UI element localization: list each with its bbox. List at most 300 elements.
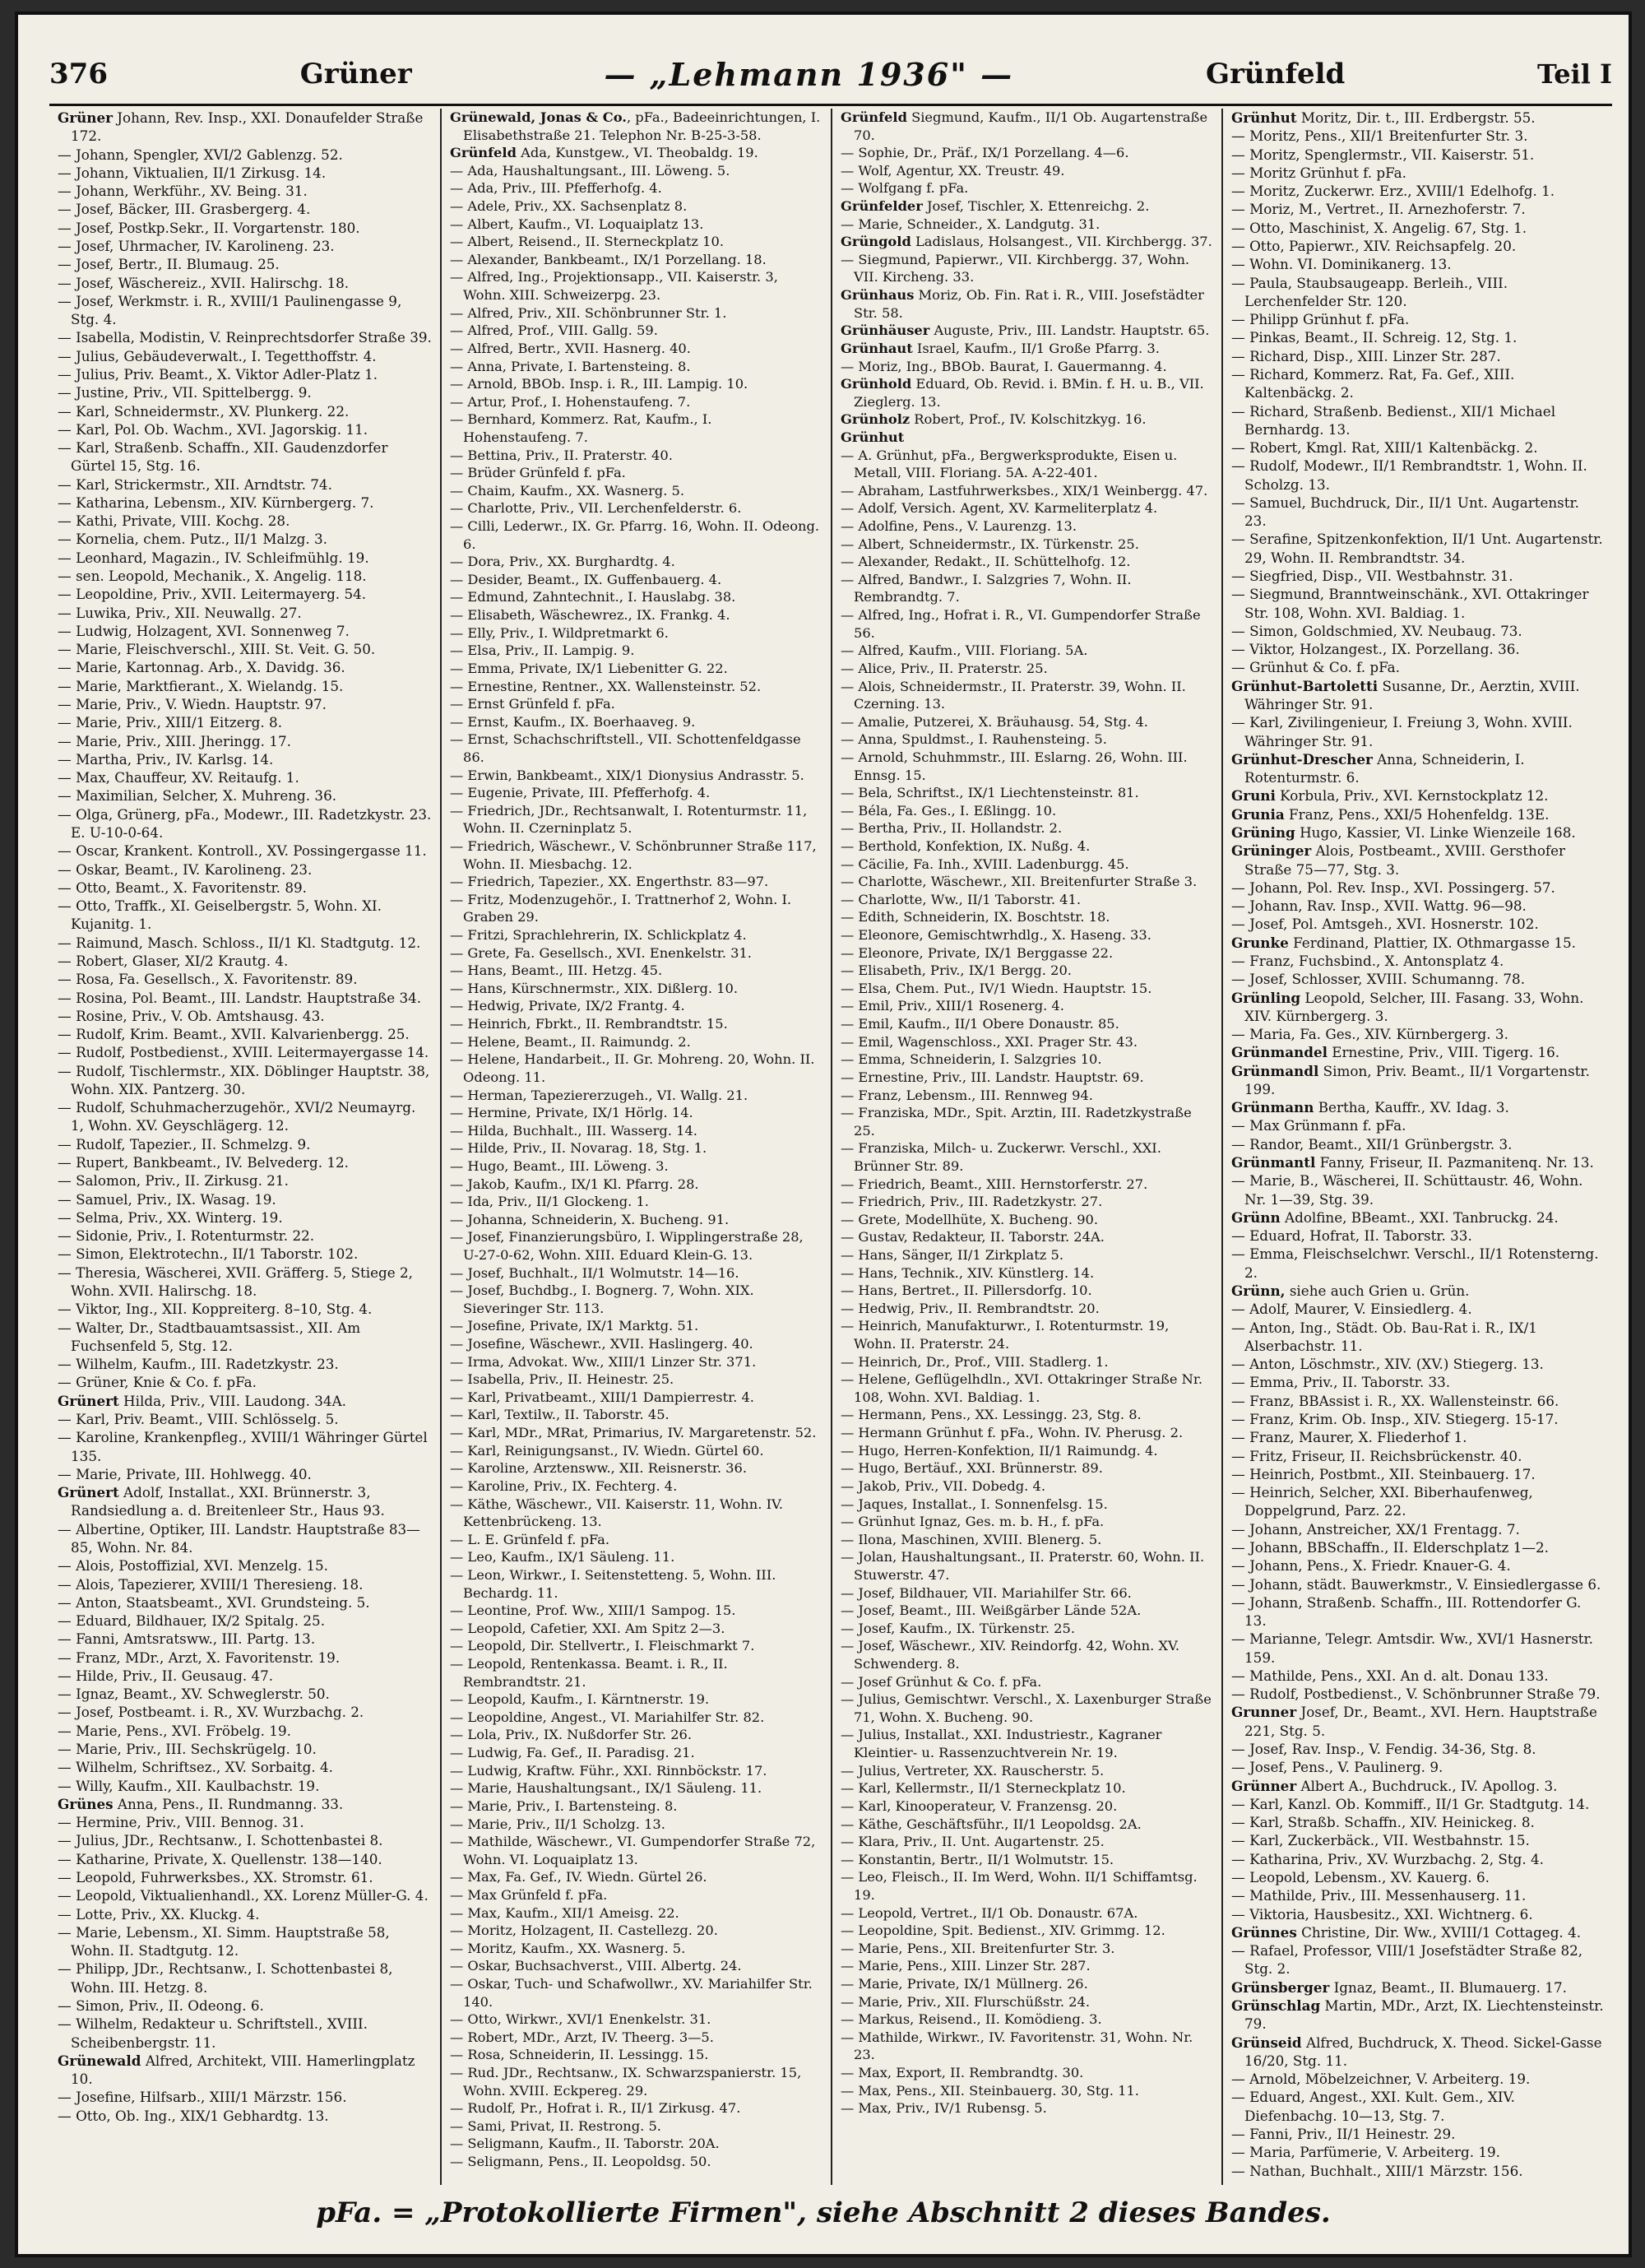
entry-text: — Leopoldine, Priv., XVII. Leitermayerg. 54. (58, 586, 367, 603)
directory-entry (841, 1833, 1213, 1851)
directory-entry (1231, 347, 1604, 365)
directory-entry (450, 713, 822, 731)
directory-entry (450, 322, 822, 340)
entry-text: — Alfred, Ing., Projektionsapp., VII. Kaiserstr. 3, Wohn. XIII. Schweizerpg. 23. (450, 269, 778, 304)
directory-entry (1231, 146, 1604, 164)
entry-text: — Lotte, Priv., XX. Kluckg. 4. (58, 1905, 260, 1922)
directory-entry (450, 375, 822, 393)
entry-text: — Hermine, Private, IX/1 Hörlg. 14. (450, 1105, 693, 1121)
directory-entry (1231, 109, 1604, 127)
directory-entry (450, 730, 822, 766)
directory-entry (450, 1655, 822, 1691)
directory-entry (58, 860, 432, 879)
entry-text: — Leontine, Prof. Ww., XIII/1 Sampog. 15. (450, 1602, 736, 1619)
directory-entry (58, 1483, 432, 1520)
entry-text: Ladislaus, Holsangest., VII. Kirchbergg. 37. (911, 234, 1212, 250)
entry-text: — Grünhut & Co. f. pFa. (1231, 659, 1400, 676)
directory-entry (841, 1602, 1213, 1620)
entry-text: — Rafael, Professor, VIII/1 Josefstädter Straße 82, Stg. 2. (1231, 1942, 1583, 1978)
entry-text: — Cäcilie, Fa. Inh., XVIII. Ladenburgg. 45. (841, 856, 1129, 872)
directory-entry (58, 1098, 432, 1135)
entry-text: — Arnold, BBOb. Insp. i. R., III. Lampig. 10. (450, 376, 748, 392)
entry-text: — Friedrich, Tapezier., XX. Engerthstr. 83—97. (450, 874, 769, 890)
entry-text: — Julius, Gemischtwr. Verschl., X. Laxenburger Straße 71, Wohn. X. Bucheng. 90. (841, 1691, 1212, 1725)
entry-text: — Kathi, Private, VIII. Kochg. 28. (58, 513, 290, 530)
entry-text: — Marie, Priv., XII. Flurschüßstr. 24. (841, 1993, 1090, 2010)
entry-text: — Marie, Schneider., X. Landgutg. 31. (841, 216, 1101, 232)
directory-entry (1231, 1171, 1604, 1208)
entry-surname: Grünes (58, 1795, 114, 1812)
entry-text: — Karl, MDr., MRat, Primarius, IV. Margaretenstr. 52. (450, 1425, 817, 1441)
entry-text: — Katharine, Private, X. Quellenstr. 138—140. (58, 1850, 382, 1867)
entry-text: — Max Grünmann f. pFa. (1231, 1117, 1406, 1134)
directory-entry (841, 730, 1213, 749)
directory-entry (1231, 328, 1604, 346)
entry-text: — Willy, Kaufm., XII. Kaulbachstr. 19. (58, 1777, 320, 1794)
directory-entry (1231, 1997, 1604, 2034)
directory-entry (58, 1868, 432, 1886)
directory-entry (1231, 1483, 1604, 1520)
directory-entry (841, 162, 1213, 180)
entry-text: — Max, Chauffeur, XV. Reitaufg. 1. (58, 769, 299, 786)
entry-text: — Moriz, M., Vertret., II. Arnezhoferstr. 7. (1231, 201, 1526, 218)
entry-text: — Heinrich, Manufakturwr., I. Rotenturmstr. 19, Wohn. II. Praterstr. 24. (841, 1318, 1170, 1352)
directory-entry (58, 1667, 432, 1685)
entry-surname: Grünner (1231, 1777, 1297, 1794)
directory-entry (841, 375, 1213, 410)
directory-entry (58, 805, 432, 842)
entry-text: — Siegmund, Papierwr., VII. Kirchbergg. 37, Wohn. VII. Kircheng. 33. (841, 251, 1190, 285)
entry-text: — Adolfine, Pens., V. Laurenzg. 13. (841, 518, 1077, 535)
entry-text: — Johann, BBSchaffn., II. Elderschplatz 1—2. (1231, 1538, 1549, 1556)
entry-text: — Franziska, MDr., Spit. Arztin, III. Radetzkystraße 25. (841, 1105, 1192, 1139)
entry-text: — Simon, Goldschmied, XV. Neubaug. 73. (1231, 622, 1522, 639)
directory-entry (1231, 1062, 1604, 1099)
directory-entry (841, 1246, 1213, 1264)
directory-entry (841, 873, 1213, 891)
entry-text: — Alfred, Bertr., XVII. Hasnerg. 40. (450, 340, 691, 356)
directory-entry (450, 873, 822, 891)
directory-entry (58, 879, 432, 897)
entry-text: — Bernhard, Kommerz. Rat, Kaufm., I. Hohenstaufeng. 7. (450, 411, 712, 445)
directory-entry (58, 604, 432, 622)
entry-text: — Hilde, Priv., II. Novarag. 18, Stg. 1. (450, 1140, 707, 1157)
entry-surname: Grünfeld (450, 145, 517, 161)
directory-entry (58, 1556, 432, 1575)
directory-entry (1231, 1025, 1604, 1043)
entry-text: — Hedwig, Private, IX/2 Frantg. 4. (450, 998, 685, 1014)
directory-entry (841, 1584, 1213, 1602)
directory-entry (1231, 2125, 1604, 2143)
entry-text: — Emil, Priv., XIII/1 Rosenerg. 4. (841, 998, 1064, 1014)
directory-entry (450, 1531, 822, 1549)
entry-text: — Karl, Privatbeamt., XIII/1 Dampierrestr. 4. (450, 1389, 754, 1405)
entry-text: Alfred, Architekt, VIII. Hamerlingplatz 10. (71, 2052, 415, 2088)
directory-entry (450, 1139, 822, 1157)
entry-text: — Josef, Bertr., II. Blumaug. 25. (58, 256, 280, 273)
directory-entry (841, 837, 1213, 856)
directory-entry (1231, 1813, 1604, 1831)
directory-entry (841, 1264, 1213, 1282)
entry-text: — Anton, Löschmstr., XIV. (XV.) Stiegerg. 13. (1231, 1356, 1544, 1373)
directory-entry (58, 1373, 432, 1391)
column-1 (49, 109, 440, 2185)
entry-surname: Grünhut-Bartoletti (1231, 677, 1379, 694)
entry-text: — Hermine, Priv., VIII. Bennog. 31. (58, 1814, 304, 1831)
directory-entry (841, 1051, 1213, 1069)
entry-text: — Hermann Grünhut f. pFa., Wohn. IV. Pherusg. 2. (841, 1425, 1184, 1441)
directory-entry (841, 2082, 1213, 2100)
entry-text: — Otto, Ob. Ing., XIX/1 Gebhardtg. 13. (58, 2107, 329, 2124)
entry-text: — Otto, Traffk., XI. Geiselbergstr. 5, Wohn. XI. Kujanitg. 1. (58, 897, 382, 933)
entry-text: — Oskar, Beamt., IV. Karolineng. 23. (58, 860, 313, 878)
entry-text: Korbula, Priv., XVI. Kernstockplatz 12. (1275, 787, 1549, 805)
directory-entry (450, 891, 822, 926)
entry-text: — Karl, Zuckerbäck., VII. Westbahnstr. 15. (1231, 1832, 1530, 1849)
entry-text: — Raimund, Masch. Schloss., II/1 Kl. Stadtgutg. 12. (58, 934, 421, 951)
entry-text: — Viktor, Holzangest., IX. Porzellang. 36. (1231, 641, 1520, 658)
entry-text: — Mathilde, Priv., III. Messenhauserg. 11. (1231, 1887, 1527, 1904)
entry-text: — Irma, Advokat. Ww., XIII/1 Linzer Str. 371. (450, 1353, 757, 1370)
entry-text: — Emma, Schneiderin, I. Salzgries 10. (841, 1051, 1102, 1068)
entry-text: — Eugenie, Private, III. Pfefferhofg. 4. (450, 785, 711, 801)
entry-surname: Grünnes (1231, 1923, 1297, 1941)
entry-text: — Marie, Pens., XVI. Fröbelg. 19. (58, 1722, 291, 1739)
directory-entry (841, 819, 1213, 837)
directory-entry (58, 365, 432, 383)
directory-entry (1231, 1319, 1604, 1356)
entry-surname: Grünmantl (1231, 1154, 1316, 1171)
entry-text: — Karoline, Priv., IX. Fechterg. 4. (450, 1477, 678, 1494)
entry-text: — Friedrich, Priv., III. Radetzkystr. 27. (841, 1194, 1103, 1210)
directory-entry (841, 749, 1213, 784)
directory-entry (450, 1957, 822, 1975)
entry-text: — Marie, B., Wäscherei, II. Schüttaustr. 46, Wohn. Nr. 1—39, Stg. 39. (1231, 1172, 1583, 1208)
directory-entry (841, 1548, 1213, 1584)
directory-entry (58, 989, 432, 1007)
directory-entry (1231, 897, 1604, 915)
directory-entry (58, 164, 432, 182)
directory-entry (841, 802, 1213, 820)
directory-entry (1231, 1245, 1604, 1282)
directory-entry (450, 447, 822, 465)
directory-entry (450, 1726, 822, 1744)
directory-entry (450, 1353, 822, 1371)
entry-text: — Fritzi, Sprachlehrerin, IX. Schlickplatz 4. (450, 927, 747, 944)
entry-text: Franz, Pens., XXI/5 Hohenfeldg. 13E. (1284, 805, 1550, 823)
entry-text: — Karoline, Krankenpfleg., XVIII/1 Währinger Gürtel 135. (58, 1429, 428, 1464)
entry-text: — Viktor, Ing., XII. Koppreiterg. 8–10, Stg. 4. (58, 1301, 373, 1318)
entry-text: Martin, MDr., Arzt, IX. Liechtensteinstr. 79. (1244, 1997, 1604, 2033)
entry-text: — Käthe, Geschäftsführ., II/1 Leopoldsg. 2A. (841, 1816, 1142, 1832)
directory-entry (841, 1726, 1213, 1761)
directory-entry (58, 1795, 432, 1813)
directory-entry (841, 499, 1213, 517)
entry-text: — Josef, Bäcker, III. Grasbergerg. 4. (58, 201, 311, 218)
directory-entry (841, 713, 1213, 731)
entry-text: — Alfred, Bandwr., I. Salzgries 7, Wohn. II. Rembrandtg. 7. (841, 571, 1132, 605)
entry-text: — Paula, Staubsaugeapp. Berleih., VIII. Lerchenfelder Str. 120. (1231, 274, 1508, 309)
entry-text: — Leopold, Viktualienhandl., XX. Lorenz Müller-G. 4. (58, 1887, 429, 1904)
entry-text: — Ernestine, Rentner., XX. Wallensteinstr. 52. (450, 678, 762, 694)
entry-text: — Berthold, Konfektion, IX. Nußg. 4. (841, 837, 1091, 854)
directory-entry (58, 1886, 432, 1904)
entry-text: — Leopold, Rentenkassa. Beamt. i. R., II. Rembrandtstr. 21. (450, 1656, 728, 1690)
directory-entry (58, 402, 432, 420)
directory-entry (58, 567, 432, 585)
directory-entry (58, 732, 432, 750)
directory-entry (450, 2064, 822, 2099)
entry-surname: Grünn (1231, 1208, 1281, 1226)
directory-entry (450, 926, 822, 944)
entry-text: — Max, Pens., XII. Steinbauerg. 30, Stg. 11. (841, 2082, 1139, 2099)
entry-text: Fanny, Friseur, II. Pazmanitenq. Nr. 13. (1315, 1154, 1594, 1171)
directory-entry (841, 926, 1213, 944)
entry-text: — Ignaz, Beamt., XV. Schweglerstr. 50. (58, 1686, 330, 1703)
directory-entry (58, 549, 432, 567)
directory-entry (58, 1190, 432, 1208)
publication-title: — „Lehmann 1936" — (604, 55, 1014, 93)
directory-page (15, 12, 1632, 2257)
directory-entry (450, 1566, 822, 1602)
entry-text: — Wolf, Agentur, XX. Treustr. 49. (841, 162, 1065, 179)
entry-text: — Charlotte, Priv., VII. Lerchenfelderstr. 6. (450, 500, 742, 517)
entry-surname: Grünschlag (1231, 1997, 1321, 2014)
directory-entry (1231, 255, 1604, 273)
directory-entry (841, 2064, 1213, 2082)
entry-text: — Dora, Priv., XX. Burghardtg. 4. (450, 554, 675, 570)
entry-text: — Franz, Lebensm., III. Rennweg 94. (841, 1087, 1093, 1103)
directory-entry (1231, 1373, 1604, 1391)
entry-text: — Olga, Grünerg, pFa., Modewr., III. Radetzkystr. 23. E. U-10-0-64. (58, 805, 432, 841)
entry-text: — Josef, Finanzierungsbüro, I. Wipplingerstraße 28, U-27-0-62, Wohn. XIII. Eduard Klein-G. 13. (450, 1229, 804, 1263)
directory-entry (1231, 1703, 1604, 1740)
directory-entry (58, 494, 432, 512)
entry-text: — Eleonore, Private, IX/1 Berggasse 22. (841, 944, 1114, 961)
entry-surname: Grunia (1231, 805, 1285, 823)
entry-text: — Rosine, Priv., V. Ob. Amtshausg. 43. (58, 1007, 325, 1024)
entry-text: — Julius, Priv. Beamt., X. Viktor Adler-Platz 1. (58, 365, 378, 383)
entry-text: — Arnold, Schuhmmstr., III. Eslarng. 26, Wohn. III. Ennsg. 15. (841, 749, 1188, 783)
directory-entry (58, 750, 432, 768)
directory-entry (1231, 310, 1604, 328)
directory-entry (450, 1264, 822, 1282)
directory-entry (58, 1392, 432, 1410)
directory-entry (1231, 1593, 1604, 1630)
entry-text: — Wilhelm, Kaufm., III. Radetzkystr. 23. (58, 1356, 339, 1373)
entry-text: — Helene, Handarbeit., II. Gr. Mohreng. 20, Wohn. II. Odeong. 11. (450, 1051, 815, 1085)
directory-entry (58, 1740, 432, 1758)
entry-text: Anna, Pens., II. Rundmanng. 33. (113, 1795, 344, 1812)
entry-text: — Ernestine, Priv., III. Landstr. Hauptstr. 69. (841, 1069, 1144, 1085)
entry-surname: Grünfeld (841, 109, 907, 125)
entry-surname: Grüning (1231, 823, 1295, 841)
entry-text: — Philipp Grünhut f. pFa. (1231, 311, 1410, 328)
entry-surname: Grünewald, Jonas & Co. (450, 109, 627, 125)
entry-text: — Emil, Kaufm., II/1 Obere Donaustr. 85. (841, 1016, 1119, 1032)
entry-text: — Marie, Fleischverschl., XIII. St. Veit. G. 50. (58, 641, 376, 658)
directory-entry (841, 216, 1213, 234)
directory-entry (1231, 1685, 1604, 1703)
directory-entry (1231, 1392, 1604, 1410)
entry-text: — Hedwig, Priv., II. Rembrandtstr. 20. (841, 1300, 1100, 1316)
directory-entry (450, 162, 822, 180)
directory-entry (58, 1319, 432, 1356)
entry-text: — Alfred, Ing., Hofrat i. R., VI. Gumpendorfer Straße 56. (841, 607, 1201, 641)
directory-entry (1231, 1355, 1604, 1373)
entry-text: — Heinrich, Fbrkt., II. Rembrandtstr. 15. (450, 1016, 728, 1032)
directory-entry (450, 1406, 822, 1424)
directory-entry (58, 1410, 432, 1428)
directory-entry (841, 891, 1213, 909)
entry-text: Ignaz, Beamt., II. Blumauerg. 17. (1329, 1978, 1567, 1996)
entry-text: — Karl, Straßb. Schaffn., XIV. Heinickeg. 8. (1231, 1814, 1535, 1831)
entry-text: — Josef, Beamt., III. Weißgärber Lände 52A. (841, 1602, 1142, 1619)
entry-surname: Grünmandel (1231, 1044, 1328, 1061)
entry-text: — Gustav, Redakteur, II. Taborstr. 24A. (841, 1229, 1105, 1245)
directory-entry (1231, 365, 1604, 402)
directory-entry (450, 233, 822, 251)
directory-entry (450, 393, 822, 411)
directory-entry (1231, 1098, 1604, 1116)
directory-entry (58, 1264, 432, 1301)
directory-entry (841, 1442, 1213, 1460)
entry-text: — Maximilian, Selcher, X. Muhreng. 36. (58, 787, 337, 805)
directory-entry (450, 1762, 822, 1780)
entry-surname: Grunke (1231, 934, 1289, 951)
directory-entry (1231, 952, 1604, 970)
entry-surname: Grünmann (1231, 1099, 1314, 1116)
directory-entry (450, 2153, 822, 2171)
directory-entry (841, 1922, 1213, 1940)
entry-text: — Fritz, Friseur, II. Reichsbrückenstr. 40. (1231, 1447, 1522, 1464)
entry-text: — Hans, Sänger, II/1 Zirkplatz 5. (841, 1247, 1063, 1263)
entry-text: — Alice, Priv., II. Praterstr. 25. (841, 660, 1048, 676)
entry-text: — Albert, Reisend., II. Sterneckplatz 10. (450, 234, 724, 250)
directory-entry (450, 1104, 822, 1122)
entry-text: — Josef, Wäschewr., XIV. Reindorfg. 42, Wohn. XV. Schwenderg. 8. (841, 1638, 1180, 1672)
entry-text: — Katharina, Priv., XV. Wurzbachg. 2, Stg. 4. (1231, 1850, 1544, 1867)
entry-text: — Mathilde, Wäschewr., VI. Gumpendorfer Straße 72, Wohn. VI. Loquaiplatz 13. (450, 1834, 816, 1867)
entry-text: — Anna, Private, I. Bartensteing. 8. (450, 358, 691, 374)
entry-text: — Josef, Pol. Amtsgeh., XVI. Hosnerstr. 102. (1231, 916, 1539, 933)
directory-entry (450, 1548, 822, 1566)
directory-entry (1231, 494, 1604, 531)
entry-surname: Grünewald (58, 2052, 141, 2069)
entry-text: — Johann, Viktualien, II/1 Zirkusg. 14. (58, 164, 327, 181)
directory-entry (58, 1300, 432, 1318)
entry-text: — Serafine, Spitzenkonfektion, II/1 Unt. Augartenstr. 29, Wohn. II. Rembrandtstr. 34. (1231, 531, 1603, 566)
directory-entry (58, 1722, 432, 1740)
entry-text: — Wohn. VI. Dominikanerg. 13. (1231, 256, 1452, 273)
entry-text: — Jakob, Priv., VII. Dobedg. 4. (841, 1477, 1046, 1494)
directory-entry (450, 1709, 822, 1727)
entry-text: — Anna, Spuldmst., I. Rauhensteing. 5. (841, 731, 1107, 748)
entry-text: — Hilda, Buchhalt., III. Wasserg. 14. (450, 1122, 697, 1139)
entry-text: — Max, Kaufm., XII/1 Ameisg. 22. (450, 1904, 679, 1921)
entry-text: — Ludwig, Kraftw. Führ., XXI. Rinnböckstr. 17. (450, 1762, 767, 1779)
entry-text: — Alexander, Redakt., II. Schüttelhofg. 12. (841, 554, 1131, 570)
directory-entry (58, 677, 432, 695)
entry-text: Bertha, Kauffr., XV. Idag. 3. (1314, 1099, 1509, 1116)
entry-text: — Moritz, Spenglermstr., VII. Kaiserstr. 51. (1231, 146, 1535, 163)
directory-entry (841, 1673, 1213, 1691)
directory-entry (841, 1228, 1213, 1246)
entry-text: — Marie, Priv., I. Bartensteing. 8. (450, 1797, 678, 1814)
entry-text: — Edmund, Zahntechnit., I. Hauslabg. 38. (450, 589, 736, 605)
entry-text: — Robert, Kmgl. Rat, XIII/1 Kaltenbäckg. 2. (1231, 439, 1538, 457)
entry-surname: Grüngold (841, 234, 911, 250)
entry-text: — Charlotte, Wäschewr., XII. Breitenfurter Straße 3. (841, 874, 1198, 890)
directory-entry (1231, 1831, 1604, 1849)
entry-text: — Moritz, Holzagent, II. Castellezg. 20. (450, 1922, 718, 1939)
entry-text: — Anton, Staatsbeamt., XVI. Grundsteing. 5. (58, 1593, 370, 1611)
directory-entry (450, 304, 822, 322)
entry-text: — Heinrich, Dr., Prof., VIII. Stadlerg. 1. (841, 1353, 1109, 1370)
entry-text: — Brüder Grünfeld f. pFa. (450, 465, 626, 481)
entry-text: — Ilona, Maschinen, XVIII. Blenerg. 5. (841, 1531, 1102, 1547)
directory-entry (1231, 1282, 1604, 1300)
directory-entry (841, 358, 1213, 376)
entry-text: — Martha, Priv., IV. Karlsg. 14. (58, 750, 274, 768)
directory-entry (450, 980, 822, 998)
entry-text: — Bertha, Priv., II. Hollandstr. 2. (841, 820, 1063, 837)
entry-text: — Johann, Anstreicher, XX/1 Frentagg. 7. (1231, 1520, 1520, 1538)
entry-surname: Grüninger (1231, 842, 1312, 860)
directory-entry (450, 2029, 822, 2047)
entry-surname: Grünholz (841, 411, 911, 428)
entry-text: — Rosina, Pol. Beamt., III. Landstr. Hauptstraße 34. (58, 989, 422, 1006)
directory-entry (841, 2011, 1213, 2029)
directory-entry (58, 695, 432, 713)
directory-entry (450, 216, 822, 234)
directory-entry (841, 553, 1213, 571)
entry-text: — Albert, Kaufm., VI. Loquaiplatz 13. (450, 216, 704, 232)
entry-text: — Josef, Bildhauer, VII. Mariahilfer Str. 66. (841, 1584, 1132, 1601)
directory-entry (58, 347, 432, 365)
entry-text: — Nathan, Buchhalt., XIII/1 Märzstr. 156. (1231, 2162, 1523, 2179)
entry-text: Albert A., Buchdruck., IV. Apollog. 3. (1296, 1777, 1558, 1794)
entry-text: — Franz, BBAssist i. R., XX. Wallensteinstr. 66. (1231, 1392, 1559, 1409)
entry-text: — Max, Export, II. Rembrandtg. 30. (841, 2065, 1084, 2081)
entry-text: , pFa., Badeeinrichtungen, I. Elisabethstraße 21. Telephon Nr. B-25-3-58. (463, 109, 821, 143)
entry-text: — Emma, Private, IX/1 Liebenitter G. 22. (450, 660, 728, 676)
entry-text: — Leopold, Vertret., II/1 Ob. Donaustr. 67A. (841, 1904, 1138, 1921)
entry-text: Israel, Kaufm., II/1 Große Pfarrg. 3. (912, 340, 1160, 356)
directory-entry (841, 1531, 1213, 1549)
directory-entry (1231, 164, 1604, 182)
page-header (49, 44, 1612, 106)
page-number: 376 (49, 58, 108, 90)
entry-text: — Edith, Schneiderin, IX. Boschtstr. 18. (841, 909, 1110, 925)
entry-surname: Grünfelder (841, 198, 923, 215)
directory-entry (841, 1371, 1213, 1406)
entry-text: — Leo, Fleisch., II. Im Werd, Wohn. II/1 Schiffamtsg. 19. (841, 1869, 1198, 1903)
entry-text: — Rudolf, Krim. Beamt., XVII. Kalvarienbergg. 25. (58, 1026, 410, 1043)
entry-surname: Grunner (1231, 1704, 1297, 1721)
entry-text: — Markus, Reisend., II. Komödieng. 3. (841, 2011, 1102, 2028)
entry-text: — Fanni, Amtsratsww., III. Partg. 13. (58, 1630, 316, 1648)
directory-entry (1231, 1556, 1604, 1575)
entry-text: — Hermann, Pens., XX. Lessingg. 23, Stg. 8. (841, 1407, 1142, 1423)
entry-text: — Samuel, Buchdruck, Dir., II/1 Unt. Augartenstr. 23. (1231, 494, 1580, 530)
directory-entry (58, 970, 432, 988)
entry-surname: Grünsberger (1231, 1978, 1330, 1996)
directory-entry (841, 997, 1213, 1015)
directory-entry (841, 1816, 1213, 1834)
directory-entry (841, 1797, 1213, 1816)
directory-entry (841, 1211, 1213, 1229)
